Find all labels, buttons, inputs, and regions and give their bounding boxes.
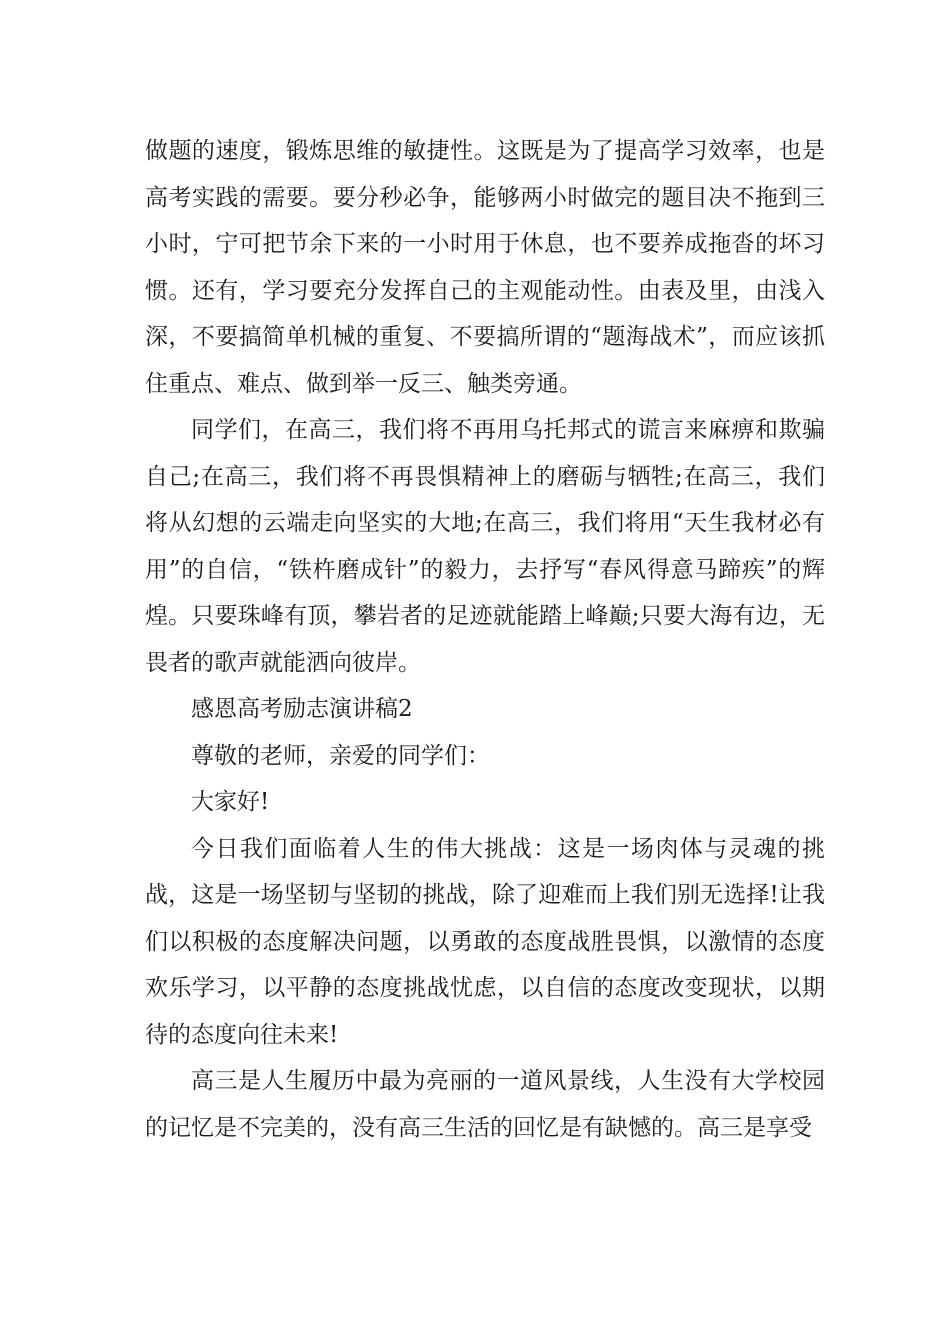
paragraph-study-efficiency: 做题的速度，锻炼思维的敏捷性。这既是为了提高学习效率，也是高考实践的需要。要分秒必争，能够两小时做完的题目决不拖到三小时，宁可把节余下来的一小时用于休息，也不要养成拖沓的坏习惯。还有，学习要充分发挥自己的主观能动性。由表及里，由浅入深，不要搞简单机械的重复、不要搞所谓的“题海战术”，而应该抓住重点、难点、做到举一反三、触类旁通。 bbox=[145, 138, 825, 397]
document-body bbox=[145, 128, 825, 1151]
salutation: 尊敬的老师，亲爱的同学们： bbox=[191, 742, 490, 769]
paragraph-senior-year-resolve: 同学们，在高三，我们将不再用乌托邦式的谎言来麻痹和欺骗自己;在高三，我们将不再畏惧精神上的磨砺与牺牲;在高三，我们将从幻想的云端走向坚实的大地;在高三，我们将用“天生我材必有用”的自信，“铁杵磨成针”的毅力，去抒写“春风得意马蹄疾”的辉煌。只要珠峰有顶，攀岩者的足迹就能踏上峰巅;只要大海有边，无畏者的歌声就能洒向彼岸。 bbox=[145, 417, 825, 676]
section-heading: 感恩高考励志演讲稿2 bbox=[191, 696, 413, 722]
greeting: 大家好! bbox=[191, 789, 270, 815]
paragraph-challenge: 今日我们面临着人生的伟大挑战：这是一场肉体与灵魂的挑战，这是一场坚韧与坚韧的挑战，除了迎难而上我们别无选择!让我们以积极的态度解决问题，以勇敢的态度战胜畏惧，以激情的态度欢乐学习，以平静的态度挑战忧虑，以自信的态度改变现状，以期待的态度向往未来! bbox=[145, 835, 825, 1048]
paragraph-senior-year-scenery: 高三是人生履历中最为亮丽的一道风景线，人生没有大学校园的记忆是不完美的，没有高三生活的回忆是有缺憾的。高三是享受 bbox=[145, 1068, 825, 1141]
